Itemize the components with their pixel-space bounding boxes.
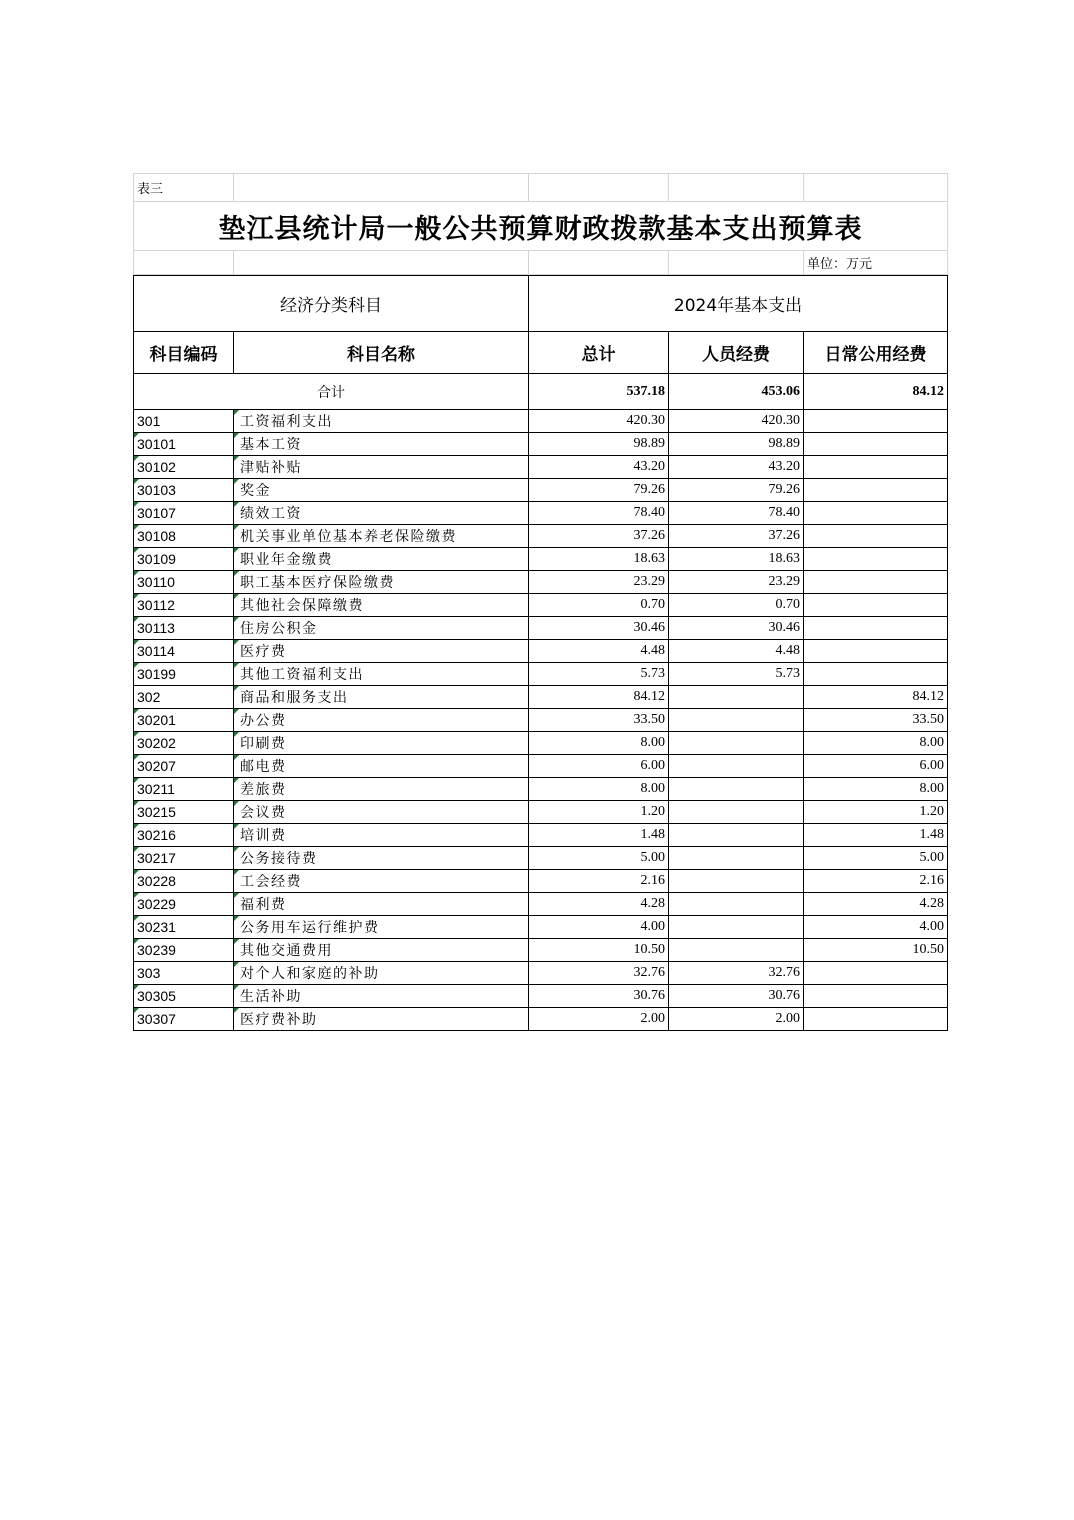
cell-total: 2.16 — [529, 870, 669, 893]
cell-name: 培训费 — [234, 824, 529, 847]
cell-total: 4.00 — [529, 916, 669, 939]
cell-name: 其他社会保障缴费 — [234, 594, 529, 617]
cell-code: 30211 — [134, 778, 234, 801]
cell-code: 30109 — [134, 548, 234, 571]
cell-personnel: 18.63 — [669, 548, 804, 571]
cell-code: 30216 — [134, 824, 234, 847]
header-name: 科目名称 — [234, 332, 529, 374]
cell-code: 30305 — [134, 985, 234, 1008]
cell-code: 30215 — [134, 801, 234, 824]
cell-personnel — [669, 893, 804, 916]
cell-total: 30.76 — [529, 985, 669, 1008]
table-row — [134, 502, 948, 525]
table-row — [134, 778, 948, 801]
cell-public — [804, 617, 948, 640]
cell-public — [804, 962, 948, 985]
cell-total: 84.12 — [529, 686, 669, 709]
header-year-basic: 2024年基本支出 — [529, 276, 948, 332]
cell-public: 10.50 — [804, 939, 948, 962]
cell-personnel: 32.76 — [669, 962, 804, 985]
cell-code: 30107 — [134, 502, 234, 525]
cell-name: 公务用车运行维护费 — [234, 916, 529, 939]
cell-public: 6.00 — [804, 755, 948, 778]
cell-personnel — [669, 778, 804, 801]
cell-name: 机关事业单位基本养老保险缴费 — [234, 525, 529, 548]
cell-name: 工资福利支出 — [234, 410, 529, 433]
table-row — [134, 663, 948, 686]
cell-personnel: 30.76 — [669, 985, 804, 1008]
cell-total: 420.30 — [529, 410, 669, 433]
cell-total: 5.00 — [529, 847, 669, 870]
table-row — [134, 709, 948, 732]
cell-name: 职业年金缴费 — [234, 548, 529, 571]
cell-public — [804, 410, 948, 433]
cell-public: 8.00 — [804, 732, 948, 755]
cell-personnel: 420.30 — [669, 410, 804, 433]
cell-personnel: 78.40 — [669, 502, 804, 525]
cell-total: 32.76 — [529, 962, 669, 985]
cell-personnel — [669, 755, 804, 778]
cell-personnel: 0.70 — [669, 594, 804, 617]
table-row — [134, 410, 948, 433]
cell-name: 医疗费 — [234, 640, 529, 663]
sheet-label: 表三 — [134, 174, 234, 202]
table-row — [134, 916, 948, 939]
cell-name: 生活补助 — [234, 985, 529, 1008]
table-row — [134, 985, 948, 1008]
table-row — [134, 479, 948, 502]
cell-total: 5.73 — [529, 663, 669, 686]
table-row — [134, 525, 948, 548]
table-row — [134, 893, 948, 916]
header-code: 科目编码 — [134, 332, 234, 374]
cell-total: 10.50 — [529, 939, 669, 962]
cell-total: 4.28 — [529, 893, 669, 916]
cell-personnel: 43.20 — [669, 456, 804, 479]
cell-code: 30103 — [134, 479, 234, 502]
cell-name: 福利费 — [234, 893, 529, 916]
cell-total: 33.50 — [529, 709, 669, 732]
table-row — [134, 594, 948, 617]
cell-name: 其他工资福利支出 — [234, 663, 529, 686]
cell-total: 1.48 — [529, 824, 669, 847]
header-total: 总计 — [529, 332, 669, 374]
cell-public: 2.16 — [804, 870, 948, 893]
cell-total: 0.70 — [529, 594, 669, 617]
cell-name: 奖金 — [234, 479, 529, 502]
table-row — [134, 939, 948, 962]
cell-public — [804, 985, 948, 1008]
cell-public — [804, 663, 948, 686]
cell-total: 4.48 — [529, 640, 669, 663]
cell-personnel — [669, 916, 804, 939]
cell-code: 30202 — [134, 732, 234, 755]
cell-name: 邮电费 — [234, 755, 529, 778]
cell-total: 78.40 — [529, 502, 669, 525]
cell-personnel — [669, 709, 804, 732]
table-row — [134, 617, 948, 640]
table-row — [134, 824, 948, 847]
cell-personnel: 98.89 — [669, 433, 804, 456]
table-row — [134, 801, 948, 824]
table-row — [134, 847, 948, 870]
cell-name: 商品和服务支出 — [234, 686, 529, 709]
cell-total: 30.46 — [529, 617, 669, 640]
cell-public — [804, 456, 948, 479]
cell-public — [804, 502, 948, 525]
cell-total: 23.29 — [529, 571, 669, 594]
cell-total: 1.20 — [529, 801, 669, 824]
cell-code: 30114 — [134, 640, 234, 663]
cell-code: 30199 — [134, 663, 234, 686]
cell-public: 8.00 — [804, 778, 948, 801]
cell-code: 30110 — [134, 571, 234, 594]
header-grid — [133, 173, 948, 275]
cell-total: 8.00 — [529, 778, 669, 801]
cell-code: 30207 — [134, 755, 234, 778]
cell-total: 8.00 — [529, 732, 669, 755]
cell-total: 2.00 — [529, 1008, 669, 1031]
cell-total: 98.89 — [529, 433, 669, 456]
cell-personnel: 5.73 — [669, 663, 804, 686]
cell-personnel — [669, 824, 804, 847]
cell-public — [804, 571, 948, 594]
table-row — [134, 571, 948, 594]
cell-personnel — [669, 939, 804, 962]
table-row — [134, 1008, 948, 1031]
cell-total: 79.26 — [529, 479, 669, 502]
page-title: 垫江县统计局一般公共预算财政拨款基本支出预算表 — [134, 202, 948, 251]
cell-name: 印刷费 — [234, 732, 529, 755]
cell-personnel: 37.26 — [669, 525, 804, 548]
cell-code: 30101 — [134, 433, 234, 456]
table-row — [134, 755, 948, 778]
cell-personnel — [669, 870, 804, 893]
cell-public: 84.12 — [804, 686, 948, 709]
cell-name: 对个人和家庭的补助 — [234, 962, 529, 985]
cell-total: 37.26 — [529, 525, 669, 548]
cell-code: 30112 — [134, 594, 234, 617]
table-row — [134, 640, 948, 663]
totals-label: 合计 — [134, 374, 529, 410]
table-row — [134, 686, 948, 709]
table-body — [134, 410, 948, 1031]
cell-code: 30108 — [134, 525, 234, 548]
table-row — [134, 962, 948, 985]
budget-table — [133, 275, 948, 1031]
cell-public: 4.28 — [804, 893, 948, 916]
cell-code: 30239 — [134, 939, 234, 962]
cell-public — [804, 594, 948, 617]
cell-personnel — [669, 732, 804, 755]
cell-personnel: 23.29 — [669, 571, 804, 594]
cell-personnel — [669, 847, 804, 870]
cell-code: 303 — [134, 962, 234, 985]
table-row — [134, 548, 948, 571]
header-public: 日常公用经费 — [804, 332, 948, 374]
cell-name: 办公费 — [234, 709, 529, 732]
cell-total: 43.20 — [529, 456, 669, 479]
cell-public: 5.00 — [804, 847, 948, 870]
cell-total: 18.63 — [529, 548, 669, 571]
cell-name: 住房公积金 — [234, 617, 529, 640]
cell-personnel: 79.26 — [669, 479, 804, 502]
cell-code: 30307 — [134, 1008, 234, 1031]
cell-total: 6.00 — [529, 755, 669, 778]
cell-personnel — [669, 801, 804, 824]
cell-public: 33.50 — [804, 709, 948, 732]
header-personnel: 人员经费 — [669, 332, 804, 374]
cell-name: 基本工资 — [234, 433, 529, 456]
cell-public: 1.48 — [804, 824, 948, 847]
budget-sheet — [133, 173, 947, 1031]
cell-code: 30113 — [134, 617, 234, 640]
cell-name: 差旅费 — [234, 778, 529, 801]
table-row — [134, 456, 948, 479]
table-row — [134, 870, 948, 893]
cell-code: 30229 — [134, 893, 234, 916]
cell-name: 会议费 — [234, 801, 529, 824]
cell-code: 30201 — [134, 709, 234, 732]
header-econ-class: 经济分类科目 — [134, 276, 529, 332]
totals-total: 537.18 — [529, 374, 669, 410]
cell-name: 绩效工资 — [234, 502, 529, 525]
cell-code: 30228 — [134, 870, 234, 893]
cell-public: 4.00 — [804, 916, 948, 939]
cell-public: 1.20 — [804, 801, 948, 824]
cell-name: 津贴补贴 — [234, 456, 529, 479]
cell-personnel: 4.48 — [669, 640, 804, 663]
cell-name: 职工基本医疗保险缴费 — [234, 571, 529, 594]
cell-code: 30231 — [134, 916, 234, 939]
cell-public — [804, 433, 948, 456]
table-row — [134, 433, 948, 456]
cell-code: 30217 — [134, 847, 234, 870]
totals-public: 84.12 — [804, 374, 948, 410]
cell-name: 公务接待费 — [234, 847, 529, 870]
cell-code: 30102 — [134, 456, 234, 479]
cell-personnel: 2.00 — [669, 1008, 804, 1031]
cell-code: 301 — [134, 410, 234, 433]
cell-personnel — [669, 686, 804, 709]
cell-name: 医疗费补助 — [234, 1008, 529, 1031]
totals-personnel: 453.06 — [669, 374, 804, 410]
cell-public — [804, 548, 948, 571]
cell-name: 工会经费 — [234, 870, 529, 893]
unit-label: 单位：万元 — [804, 251, 948, 275]
cell-public — [804, 1008, 948, 1031]
cell-code: 302 — [134, 686, 234, 709]
cell-public — [804, 479, 948, 502]
cell-public — [804, 640, 948, 663]
cell-name: 其他交通费用 — [234, 939, 529, 962]
cell-personnel: 30.46 — [669, 617, 804, 640]
table-row — [134, 732, 948, 755]
cell-public — [804, 525, 948, 548]
